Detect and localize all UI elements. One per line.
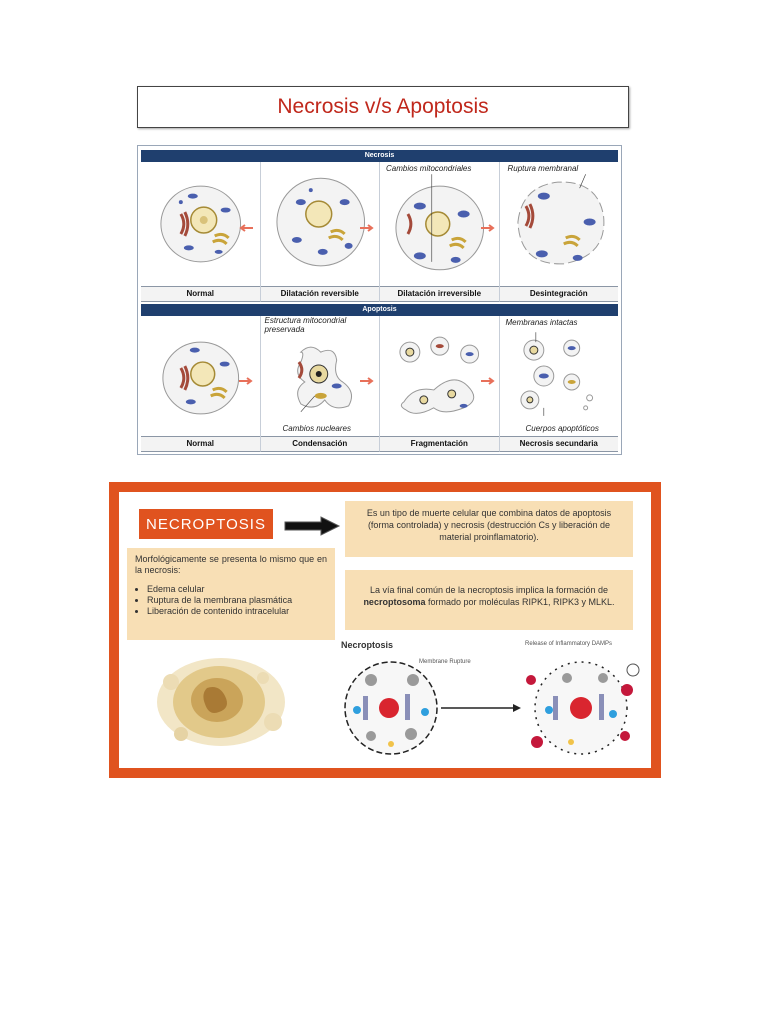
note-intact-membranes: Membranas intactas [505,318,578,327]
necrosis-panel-disintegration [500,162,619,302]
necroptosis-slide-inner [119,492,651,768]
note-apoptotic-bodies: Cuerpos apoptóticos [525,424,599,433]
necroptosis-diagram [341,650,641,762]
necrosis-panel-irreversible [380,162,500,302]
definition-box: Es un tipo de muerte celular que combina datos de apoptosis (forma controlada) y necrosis (destrucción Cs y liberación de material proinflamatorio). [345,501,633,557]
left-arrow-icon [239,224,253,232]
membrane-rupture-label: Membrane Rupture [419,659,471,665]
necroptosis-title: NECROPTOSIS [139,509,273,539]
list-item: • Liberación de contenido intracelular [147,606,327,617]
morphology-intro: Morfológicamente se presenta lo mismo que en la necrosis: [135,554,327,575]
necrosis-panel-normal [141,162,261,302]
apoptosis-row [141,316,618,452]
secondary-necrosis-illustration [500,316,619,438]
caption-secondary-necrosis: Necrosis secundaria [500,436,619,451]
caption-normal: Normal [141,286,260,301]
final-pathway-text-1: La vía final común de la necroptosis implica la formación de [369,585,609,595]
morphology-box [127,548,335,640]
right-arrow-icon [481,224,495,232]
final-pathway-box [345,570,633,630]
necrosis-panel-reversible [261,162,381,302]
page-title: Necrosis v/s Apoptosis [277,95,489,118]
note-membrane-rupture: Ruptura membranal [507,164,579,173]
caption-irreversible: Dilatación irreversible [380,286,499,301]
right-arrow-icon [360,377,374,385]
title-box [137,86,629,128]
morphology-list [135,584,327,617]
necroptosome-term: necroptosoma [363,597,426,607]
caption-condensation: Condensación [261,436,380,451]
necrosis-row [141,162,618,302]
caption-reversible: Dilatación reversible [261,286,380,301]
note-mitochondrial-changes: Cambios mitocondriales [386,164,472,173]
caption-fragmentation: Fragmentación [380,436,499,451]
apoptosis-panel-secondary-necrosis [500,316,619,452]
right-arrow-icon [360,224,374,232]
disintegration-illustration [500,162,619,286]
list-item: • Ruptura de la membrana plasmática [147,595,327,606]
final-pathway-text-2: formado por moléculas RIPK1, RIPK3 y MLKL. [425,597,615,607]
right-arrow-icon [481,377,495,385]
apoptosis-header: Apoptosis [141,304,618,316]
note-nuclear-changes: Cambios nucleares [282,424,351,433]
necroptosis-slide [109,482,661,778]
list-item: • Edema celular [147,584,327,595]
release-damps-label: Release of Inflammatory DAMPs [525,641,613,647]
necrosis-apoptosis-figure [137,145,622,455]
note-preserved-mito: Estructura mitocondrial preservada [264,316,347,334]
necrotic-cell-micrograph [151,652,291,752]
necrosis-header: Necrosis [141,150,618,162]
caption-disintegration: Desintegración [500,286,619,301]
diagram-title: Necroptosis [341,640,394,650]
caption-apoptosis-normal: Normal [141,436,260,451]
right-arrow-icon [239,377,253,385]
right-arrow-icon [283,515,341,537]
